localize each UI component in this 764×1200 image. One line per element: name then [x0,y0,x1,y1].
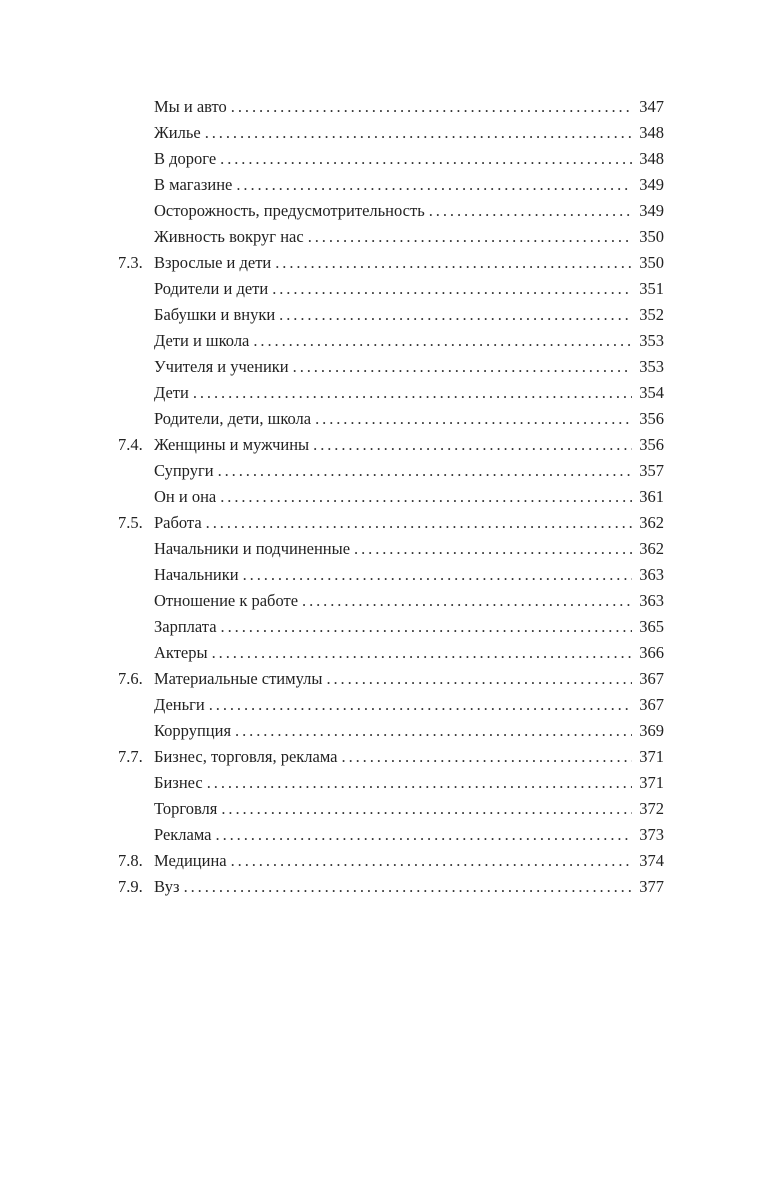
toc-entry [118,744,664,770]
dot-leader [342,744,632,770]
toc-entry [118,562,664,588]
toc-entry [118,458,664,484]
dot-leader [279,302,632,328]
page-number: 363 [639,565,664,584]
toc-entry [118,406,664,432]
entry-title: Торговля [154,799,218,818]
page-number: 366 [639,643,664,662]
entry-title: Начальники [154,565,239,584]
dot-leader [253,328,632,354]
dot-leader [205,120,632,146]
entry-title: Реклама [154,825,212,844]
toc-entry [118,640,664,666]
toc-entry [118,198,664,224]
dot-leader [231,94,632,120]
page-number: 362 [639,513,664,532]
page-number: 353 [639,357,664,376]
dot-leader [218,458,632,484]
page-number: 372 [639,799,664,818]
page-number: 357 [639,461,664,480]
dot-leader [193,380,632,406]
entry-title: Живность вокруг нас [154,227,304,246]
section-number: 7.6. [118,669,143,688]
page-number: 349 [639,201,664,220]
page-number: 348 [639,149,664,168]
toc-entry [118,692,664,718]
toc-entry [118,848,664,874]
dot-leader [302,588,632,614]
entry-title: Родители и дети [154,279,269,298]
page-number: 362 [639,539,664,558]
entry-title: Бабушки и внуки [154,305,276,324]
dot-leader [275,250,632,276]
page-number: 365 [639,617,664,636]
toc-entry [118,302,664,328]
dot-leader [206,510,632,536]
section-number: 7.7. [118,747,143,766]
page-number: 348 [639,123,664,142]
toc-entry [118,146,664,172]
page-number: 350 [639,253,664,272]
entry-title: В дороге [154,149,217,168]
page-number: 373 [639,825,664,844]
page-number: 353 [639,331,664,350]
toc-entry [118,536,664,562]
entry-title: Начальники и подчиненные [154,539,351,558]
dot-leader [243,562,632,588]
dot-leader [221,796,632,822]
toc-entry [118,354,664,380]
entry-title: Он и она [154,487,217,506]
toc-entry [118,172,664,198]
section-number: 7.8. [118,851,143,870]
page-number: 371 [639,773,664,792]
dot-leader [236,172,632,198]
dot-leader [207,770,632,796]
entry-title: Работа [154,513,202,532]
entry-title: Отношение к работе [154,591,299,610]
toc-entry [118,666,664,692]
entry-title: Учителя и ученики [154,357,289,376]
toc-entry [118,94,664,120]
dot-leader [272,276,632,302]
entry-title: Жилье [154,123,201,142]
toc-entry [118,796,664,822]
toc-entry [118,614,664,640]
section-number: 7.5. [118,513,143,532]
dot-leader [231,848,632,874]
entry-title: Вуз [154,877,180,896]
dot-leader [212,640,632,666]
entry-title: Деньги [154,695,205,714]
dot-leader [220,484,632,510]
entry-title: Зарплата [154,617,217,636]
entry-title: Женщины и мужчины [154,435,310,454]
entry-title: Взрослые и дети [154,253,272,272]
entry-title: Супруги [154,461,214,480]
section-number: 7.4. [118,435,143,454]
page-number: 356 [639,409,664,428]
dot-leader [326,666,632,692]
page-number: 349 [639,175,664,194]
toc-entry [118,328,664,354]
page-number: 377 [639,877,664,896]
entry-title: Материальные стимулы [154,669,323,688]
toc-entry [118,250,664,276]
entry-title: Дети [154,383,189,402]
dot-leader [184,874,632,900]
entry-title: Осторожность, предусмотрительность [154,201,425,220]
entry-title: В магазине [154,175,233,194]
toc-entry [118,510,664,536]
page-number: 369 [639,721,664,740]
dot-leader [216,822,632,848]
table-of-contents [118,94,664,900]
entry-title: Коррупция [154,721,232,740]
toc-entry [118,120,664,146]
page-number: 351 [639,279,664,298]
page-number: 374 [639,851,664,870]
page-number: 352 [639,305,664,324]
dot-leader [313,432,632,458]
toc-entry [118,484,664,510]
page-number: 347 [639,97,664,116]
entry-title: Мы и авто [154,97,227,116]
toc-entry [118,224,664,250]
page-number: 371 [639,747,664,766]
dot-leader [221,614,632,640]
page-number: 367 [639,695,664,714]
toc-entry [118,432,664,458]
entry-title: Дети и школа [154,331,250,350]
entry-title: Родители, дети, школа [154,409,312,428]
toc-entry [118,770,664,796]
section-number: 7.3. [118,253,143,272]
page-number: 361 [639,487,664,506]
dot-leader [315,406,632,432]
toc-entry [118,380,664,406]
dot-leader [354,536,632,562]
entry-title: Актеры [154,643,208,662]
dot-leader [293,354,632,380]
dot-leader [308,224,632,250]
toc-entry [118,276,664,302]
dot-leader [235,718,632,744]
toc-entry [118,822,664,848]
page-number: 350 [639,227,664,246]
dot-leader [220,146,632,172]
entry-title: Бизнес, торговля, реклама [154,747,338,766]
toc-entry [118,874,664,900]
dot-leader [429,198,632,224]
page-number: 354 [639,383,664,402]
entry-title: Бизнес [154,773,203,792]
page-number: 363 [639,591,664,610]
toc-entry [118,588,664,614]
toc-entry [118,718,664,744]
page-number: 356 [639,435,664,454]
dot-leader [209,692,632,718]
page-number: 367 [639,669,664,688]
section-number: 7.9. [118,877,143,896]
entry-title: Медицина [154,851,227,870]
